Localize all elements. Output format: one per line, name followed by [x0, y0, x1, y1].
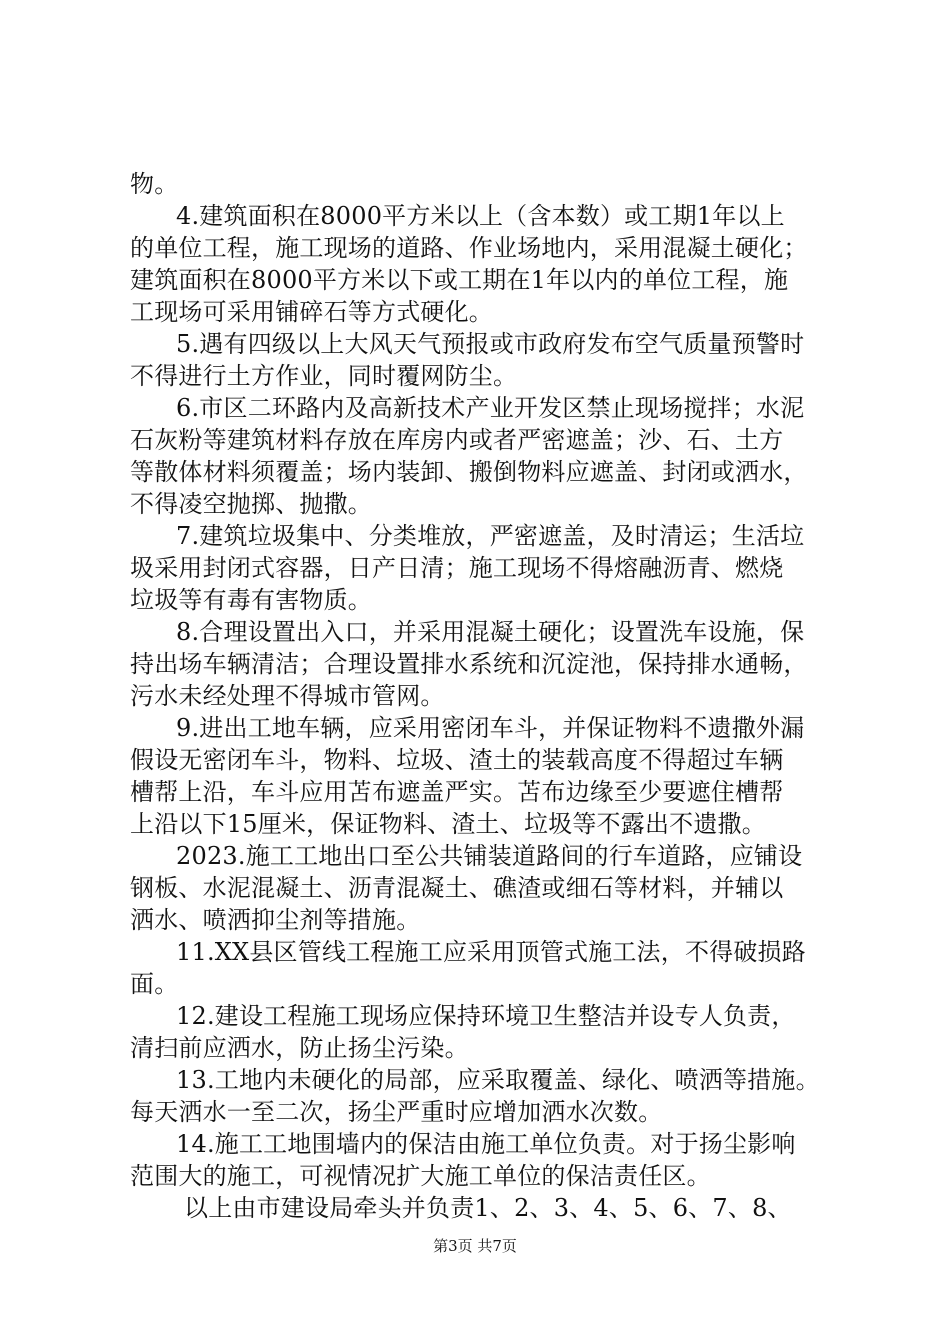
text-line: 钢板、水泥混凝土、沥青混凝土、礁渣或细石等材料，并辅以	[130, 874, 784, 902]
text-line: 的单位工程，施工现场的道路、作业场地内，采用混凝土硬化；	[130, 234, 808, 262]
text-line: 9.进出工地车辆，应采用密闭车斗，并保证物料不遗撒外漏	[176, 714, 805, 742]
text-line: 每天洒水一至二次，扬尘严重时应增加洒水次数。	[130, 1098, 663, 1126]
text-line: 建筑面积在8000平方米以下或工期在1年以内的单位工程，施	[130, 266, 789, 294]
text-line: 5.遇有四级以上大风天气预报或市政府发布空气质量预警时	[176, 330, 805, 358]
text-line: 假设无密闭车斗，物料、垃圾、渣土的装载高度不得超过车辆	[130, 746, 784, 774]
text-line: 8.合理设置出入口，并采用混凝土硬化；设置洗车设施，保	[176, 618, 805, 646]
text-line: 12.建设工程施工现场应保持环境卫生整洁并设专人负责，	[176, 1002, 796, 1030]
text-line: 工现场可采用铺碎石等方式硬化。	[130, 298, 493, 326]
text-line: 等散体材料须覆盖；场内装卸、搬倒物料应遮盖、封闭或洒水，	[130, 458, 808, 486]
document-body	[130, 168, 830, 1224]
text-line: 以上由市建设局牵头并负责1、2、3、4、5、6、7、8、	[184, 1194, 792, 1222]
text-line: 14.施工工地围墙内的保洁由施工单位负责。对于扬尘影响	[176, 1130, 796, 1158]
text-line: 不得进行土方作业，同时覆网防尘。	[130, 362, 518, 390]
text-line: 11.XX县区管线工程施工应采用顶管式施工法，不得破损路	[176, 938, 806, 966]
text-line: 圾采用封闭式容器，日产日清；施工现场不得熔融沥青、燃烧	[130, 554, 784, 582]
text-line: 4.建筑面积在8000平方米以上（含本数）或工期1年以上	[176, 202, 785, 230]
text-line: 13.工地内未硬化的局部，应采取覆盖、绿化、喷洒等措施。	[176, 1066, 820, 1094]
text-line: 2023.施工工地出口至公共铺装道路间的行车道路，应铺设	[176, 842, 803, 870]
text-line: 面。	[130, 970, 179, 998]
text-line: 槽帮上沿，车斗应用苫布遮盖严实。苫布边缘至少要遮住槽帮	[130, 778, 784, 806]
text-line: 洒水、喷洒抑尘剂等措施。	[130, 906, 421, 934]
text-line: 不得凌空抛掷、抛撒。	[130, 490, 372, 518]
text-line: 持出场车辆清洁；合理设置排水系统和沉淀池，保持排水通畅，	[130, 650, 808, 678]
text-line: 垃圾等有毒有害物质。	[130, 586, 372, 614]
text-line: 污水未经处理不得城市管网。	[130, 682, 445, 710]
text-line: 范围大的施工，可视情况扩大施工单位的保洁责任区。	[130, 1162, 711, 1190]
text-line: 石灰粉等建筑材料存放在库房内或者严密遮盖；沙、石、土方	[130, 426, 784, 454]
text-line: 上沿以下15厘米，保证物料、渣土、垃圾等不露出不遗撒。	[130, 810, 766, 838]
text-line: 清扫前应洒水，防止扬尘污染。	[130, 1034, 469, 1062]
text-line: 7.建筑垃圾集中、分类堆放，严密遮盖，及时清运；生活垃	[176, 522, 805, 550]
page-number-footer: 第3页 共7页	[433, 1237, 517, 1255]
text-line: 物。	[130, 170, 179, 198]
text-line: 6.市区二环路内及高新技术产业开发区禁止现场搅拌；水泥	[176, 394, 805, 422]
